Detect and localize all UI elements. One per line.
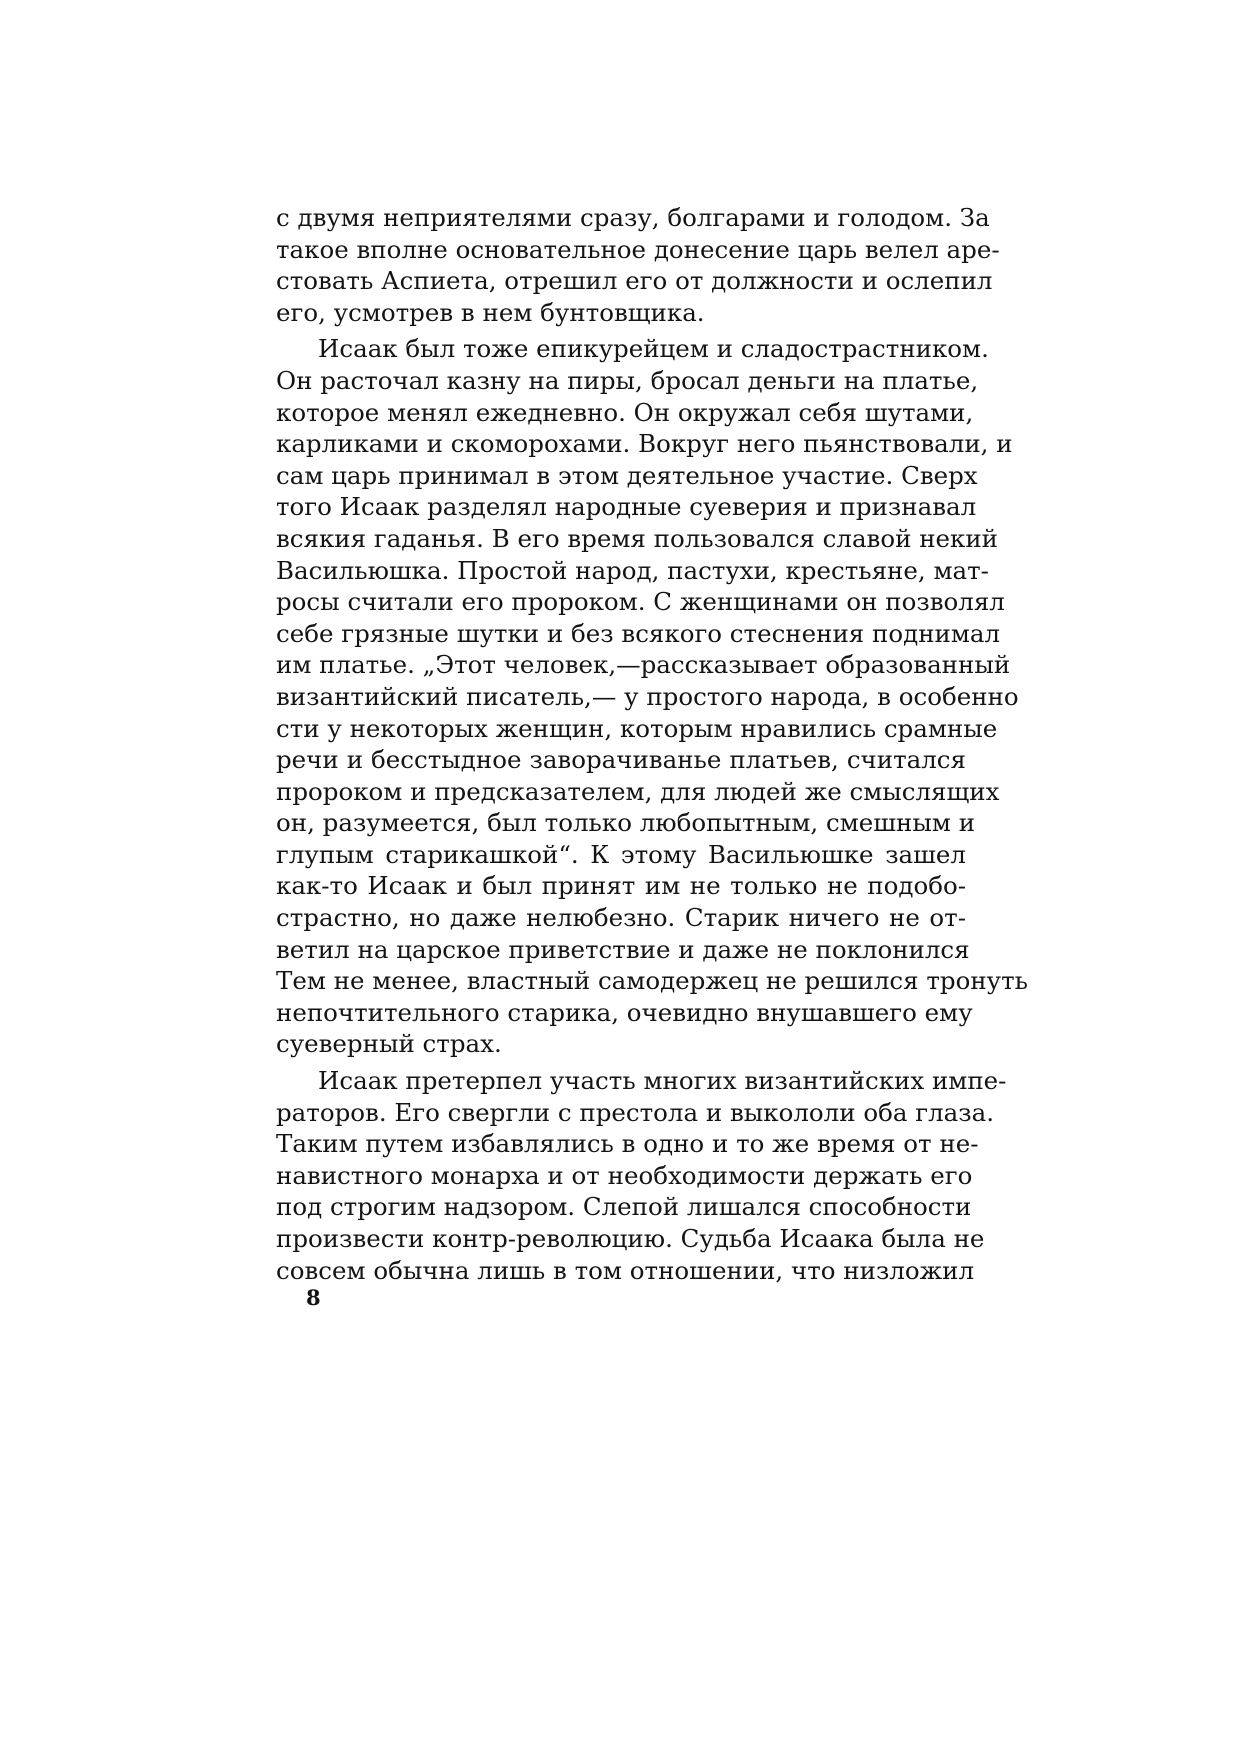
- text-line: речи и бесстыдное заворачиванье платьев, считался: [276, 745, 966, 775]
- text-line: которое менял ежедневно. Он окружал себя шутами,: [276, 397, 974, 427]
- text-line: ветил на царское приветствие и даже не поклонился: [276, 934, 970, 964]
- page-number: 8: [306, 1285, 321, 1310]
- paragraph: [276, 1065, 1007, 1286]
- text-line: стовать Аспиета, отрешил его от должности и ослепил: [276, 266, 993, 296]
- paragraph: [276, 333, 1028, 1060]
- body-text: [276, 202, 1028, 1286]
- text-line: того Исаак разделял народные суеверия и признавал: [276, 492, 977, 522]
- text-line: росы считали его пророком. С женщинами он позволял: [276, 587, 1005, 617]
- paragraph: [276, 202, 1000, 328]
- text-line: произвести контр-революцию. Судьба Исаака была не: [276, 1224, 985, 1253]
- text-line: византийский писатель,— у простого народа, в особенно: [276, 681, 1019, 711]
- text-line: страстно, но даже нелюбезно. Старик ничего не от-: [276, 903, 966, 933]
- text-line: навистного монарха и от необходимости держать его: [276, 1160, 973, 1190]
- text-line: карликами и скоморохами. Вокруг него пьянствовали, и: [276, 429, 1013, 459]
- text-line: себе грязные шутки и без всякого стеснения поднимал: [276, 618, 1001, 648]
- text-line: совсем обычна лишь в том отношении, что низложил: [276, 1255, 975, 1285]
- text-line: Тем не менее, властный самодержец не решился тронуть: [276, 966, 1028, 996]
- text-line: раторов. Его свергли с престола и выкололи оба глаза.: [276, 1097, 995, 1127]
- text-line: Исаак претерпел участь многих византийских импе-: [318, 1066, 1007, 1096]
- text-line: пророком и предсказателем, для людей же смыслящих: [276, 776, 1000, 806]
- text-line: его, усмотрев в нем бунтовщика.: [276, 297, 705, 327]
- text-line: с двумя неприятелями сразу, болгарами и голодом. За: [276, 203, 990, 232]
- text-line: всякия гаданья. В его время пользовался славой некий: [276, 523, 999, 553]
- text-line: такое вполне основательное донесение царь велел аре-: [276, 234, 1000, 264]
- text-line: глупым старикашкой“. К этому Васильюшке зашел: [276, 839, 966, 869]
- text-line: он, разумеется, был только любопытным, смешным и: [276, 808, 976, 838]
- text-line: Таким путем избавлялись в одно и то же время от не-: [276, 1129, 979, 1159]
- text-line: сти у некоторых женщин, которым нравились срамные: [276, 713, 998, 743]
- text-line: Исаак был тоже епикурейцем и сладострастником.: [318, 334, 989, 364]
- text-line: сам царь принимал в этом деятельное участие. Сверх: [276, 460, 978, 490]
- text-line: непочтительного старика, очевидно внушавшего ему: [276, 997, 973, 1027]
- text-line: им платье. „Этот человек,—рассказывает образованный: [276, 650, 1011, 680]
- text-line: суеверный страх.: [276, 1029, 502, 1059]
- text-line: под строгим надзором. Слепой лишался способности: [276, 1192, 972, 1222]
- text-line: как-то Исаак и был принят им не только не подобо-: [276, 871, 966, 901]
- text-line: Васильюшка. Простой народ, пастухи, крестьяне, мат-: [276, 555, 989, 585]
- text-line: Он расточал казну на пиры, бросал деньги на платье,: [276, 365, 979, 395]
